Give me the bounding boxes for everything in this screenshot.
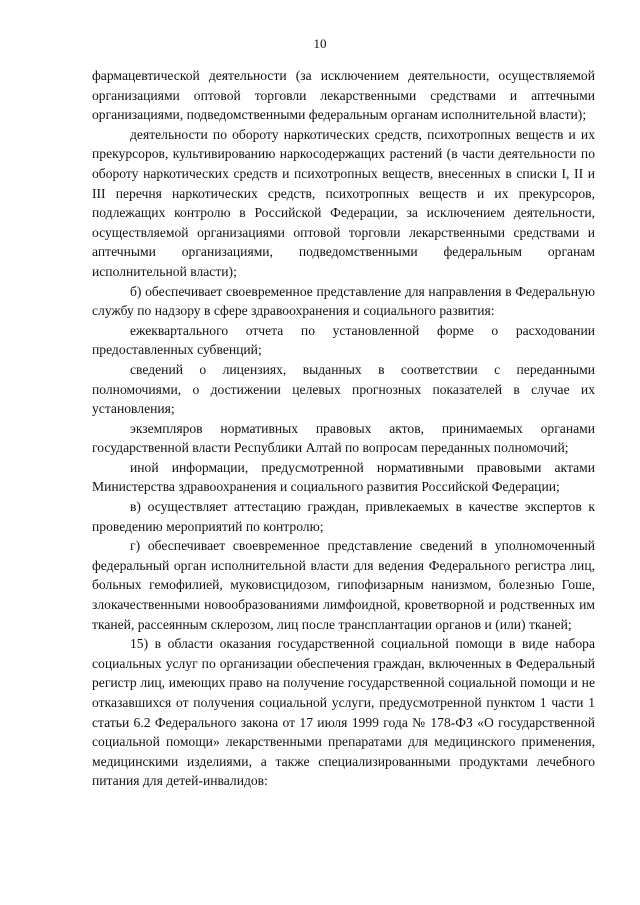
paragraph: б) обеспечивает своевременное представление для направления в Федеральную службу по надзору в сфере здравоохранения и социального развития: — [92, 283, 595, 319]
paragraph: 15) в области оказания государственной социальной помощи в виде набора социальных услуг по организации обеспечения граждан, включенных в Федеральный регистр лиц, имеющих право на получение государственной социальной помощи и не отказавшихся от получения социальной услуги, предусмотренной пунктом 1 части 1 статьи 6.2 Федерального закона от 17 июля 1999 года № 178-ФЗ «О государственной социальной помощи» лекарственными препаратами для медицинского применения, медицинскими изделиями, а также специализированными продуктами лечебного питания для детей-инвалидов: — [92, 636, 595, 789]
paragraph: ежеквартального отчета по установленной форме о расходовании предоставленных субвенций; — [92, 322, 595, 358]
page-number: 10 — [313, 36, 327, 51]
paragraph: сведений о лицензиях, выданных в соответствии с переданными полномочиями, о достижении целевых прогнозных показателей в случае их установления; — [92, 361, 595, 417]
paragraph: иной информации, предусмотренной нормативными правовыми актами Министерства здравоохранения и социального развития Российской Федерации; — [92, 459, 595, 495]
paragraph: фармацевтической деятельности (за исключением деятельности, осуществляемой организациями оптовой торговли лекарственными средствами и аптечными организациями, подведомственными федеральным органам исполнительной власти); — [92, 68, 595, 123]
paragraph: деятельности по обороту наркотических средств, психотропных веществ и их прекурсоров, культивированию наркосодержащих растений (в части деятельности по обороту наркотических средств и психотропных веществ, внесенных в списки I, II и III перечня наркотических средств, психотропных веществ и их прекурсоров, подлежащих контролю в Российской Федерации, за исключением деятельности, осуществляемой организациями оптовой торговли лекарственными средствами и аптечными организациями, подведомственными федеральным органам исполнительной власти); — [92, 126, 595, 279]
paragraph: в) осуществляет аттестацию граждан, привлекаемых в качестве экспертов к проведению мероприятий по контролю; — [92, 499, 595, 534]
paragraph: г) обеспечивает своевременное представление сведений в уполномоченный федеральный орган исполнительной власти для ведения Федерального регистра лиц, больных гемофилией, муковисцидозом, гипофизарным нанизмом, болезнью Гоше, злокачественными новообразованиями лимфоидной, кроветворной и родственных им тканей, рассеянным склерозом, лиц после трансплантации органов и (или) тканей; — [92, 538, 595, 632]
paragraph: экземпляров нормативных правовых актов, принимаемых органами государственной власти Республики Алтай по вопросам переданных полномочий; — [92, 420, 595, 456]
body-text — [92, 66, 595, 791]
